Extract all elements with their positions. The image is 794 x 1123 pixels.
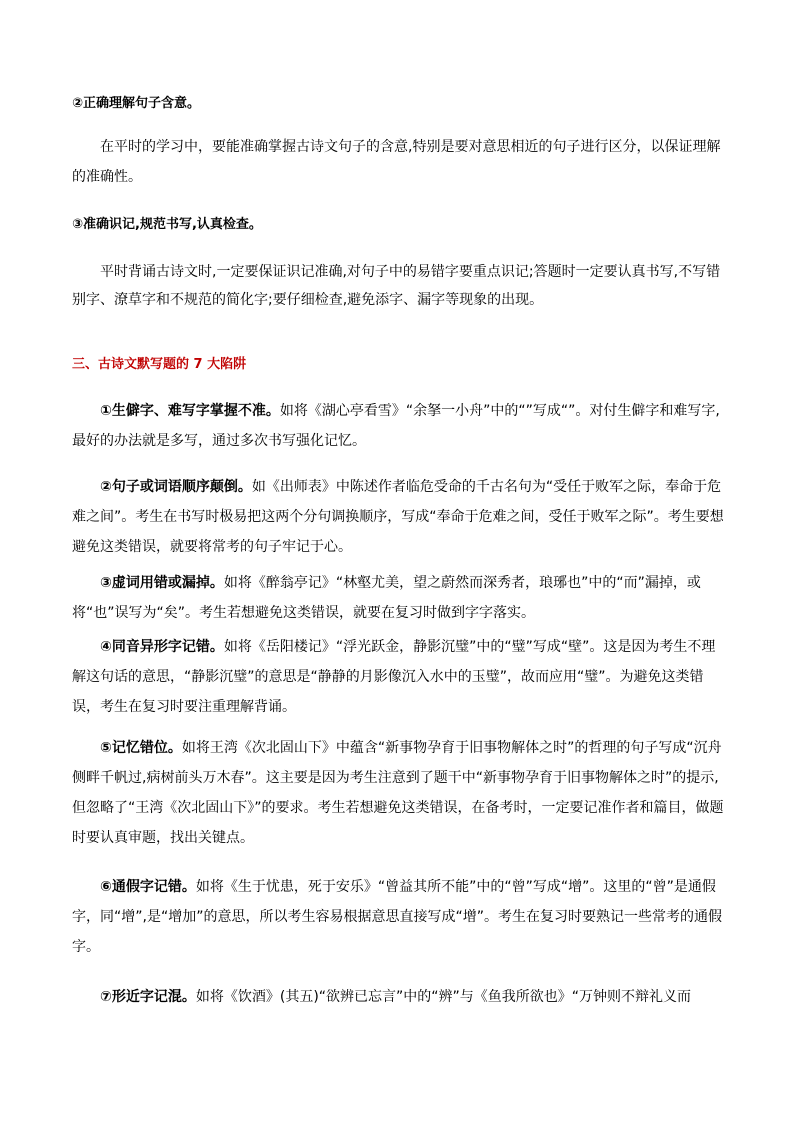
trap-6-paragraph xyxy=(72,872,728,962)
trap-7-paragraph xyxy=(72,982,728,1012)
trap-4-text: 如将《岳阳楼记》“浮光跃金，静影沉璧”中的“璧”写成“壁”。这是因为考生不理解这句话的意思，“静影沉璧”的意思是“静静的月影像沉入水中的玉璧”，故而应用“璧”。为避免这类错误，考生在复习时要注重理解背诵。 xyxy=(72,639,716,715)
trap-3-text: 如将《醉翁亭记》“林壑尤美，望之蔚然而深秀者，琅琊也”中的“而”漏掉，或将“也”误写为“矣”。考生若想避免这类错误，就要在复习时做到字字落实。 xyxy=(72,575,701,621)
item3-paragraph: 平时背诵古诗文时,一定要保证识记准确,对句子中的易错字要重点识记;答题时一定要认真书写,不写错别字、潦草字和不规范的简化字;要仔细检查,避免添字、漏字等现象的出现。 xyxy=(72,264,721,308)
trap-5-paragraph xyxy=(72,733,728,853)
trap-3-lead: ③虚词用错或漏掉。 xyxy=(100,575,224,591)
trap-2-text: 如《出师表》中陈述作者临危受命的千古名句为“受任于败军之际，奉命于危难之间”。考生在书写时极易把这两个分句调换顺序，写成“奉命于危难之间，受任于败军之际”。考生要想避免这类错误，就要将常考的句子牢记于心。 xyxy=(72,479,724,555)
trap-7-text: 如将《饮酒》(其五)“欲辨已忘言”中的“辨”与《鱼我所欲也》“万钟则不辩礼义而 xyxy=(195,989,692,1005)
section3-title: 三、古诗文默写题的 7 大陷阱 xyxy=(72,357,247,372)
trap-3-paragraph xyxy=(72,568,728,628)
item2-paragraph: 在平时的学习中，要能准确掌握古诗文句子的含意,特别是要对意思相近的句子进行区分，以保证理解的准确性。 xyxy=(72,139,721,185)
trap-1-paragraph xyxy=(72,396,728,456)
trap-7-lead: ⑦形近字记混。 xyxy=(100,989,196,1005)
trap-6-text: 如将《生于忧患，死于安乐》“曾益其所不能”中的“曾”写成“增”。这里的“曾”是通假字，同“增”,是“增加”的意思，所以考生容易根据意思直接写成“增”。考生在复习时要熟记一些常考的通假字。 xyxy=(72,879,722,955)
trap-5-text: 如将王湾《次北固山下》中蕴含“新事物孕育于旧事物解体之时”的哲理的句子写成“沉舟侧畔千帆过,病树前头万木春”。这主要是因为考生注意到了题干中“新事物孕育于旧事物解体之时”的提示,但忽略了“王湾《次北固山下》”的要求。考生若想避免这类错误，在备考时，一定要记准作者和篇目，做题时要认真审题，找出关键点。 xyxy=(72,740,724,846)
trap-2-paragraph xyxy=(72,472,728,562)
item2-heading: ②正确理解句子含意。 xyxy=(72,96,201,111)
trap-4-paragraph xyxy=(72,632,728,722)
trap-2-lead: ②句子或词语顺序颠倒。 xyxy=(100,479,252,495)
trap-1-text: 如将《湖心亭看雪》“余拏一小舟”中的“”写成“”。对付生僻字和难写字,最好的办法就是多写，通过多次书写强化记忆。 xyxy=(72,403,720,449)
trap-4-lead: ④同音异形字记错。 xyxy=(100,639,224,655)
trap-5-lead: ⑤记忆错位。 xyxy=(100,740,182,756)
trap-6-lead: ⑥通假字记错。 xyxy=(100,879,196,895)
trap-1-lead: ①生僻字、难写字掌握不准。 xyxy=(100,403,280,419)
item3-heading: ③准确识记,规范书写,认真检查。 xyxy=(72,217,262,232)
